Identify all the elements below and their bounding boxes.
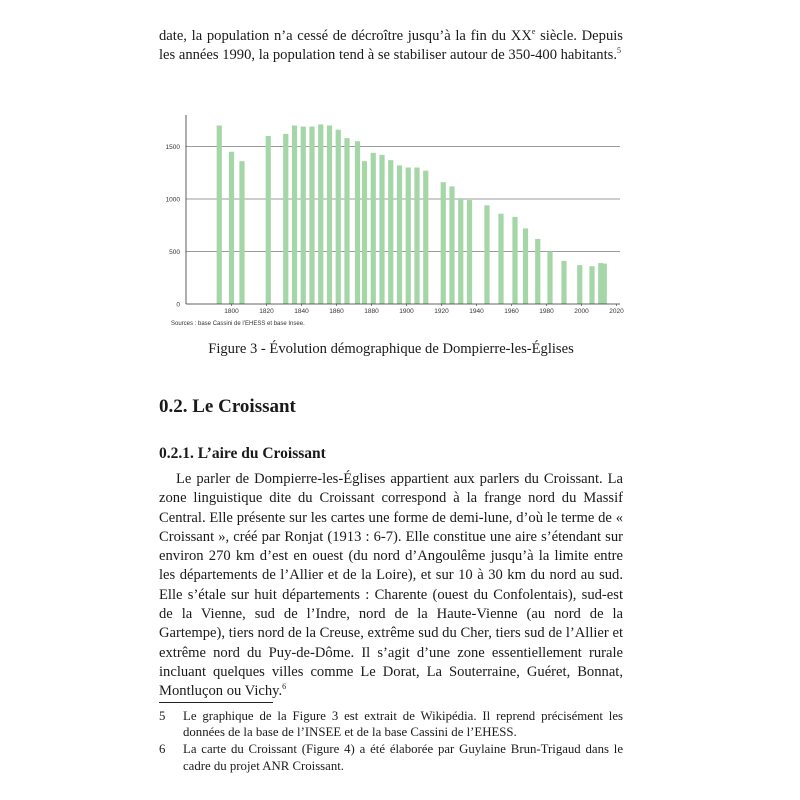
bar	[327, 126, 332, 305]
bar	[336, 130, 341, 304]
bar	[547, 252, 552, 305]
population-chart	[155, 108, 635, 334]
bar	[362, 161, 367, 304]
intro-text-start: date, la population n’a cessé de décroître jusqu’à la fin du XX	[159, 28, 532, 44]
chart-svg	[155, 108, 635, 334]
bar	[344, 138, 349, 304]
bar	[301, 127, 306, 304]
bar	[229, 152, 234, 304]
bar	[239, 161, 244, 304]
bar	[318, 124, 323, 304]
bar	[283, 134, 288, 304]
footnote-separator	[159, 702, 273, 703]
x-tick-label: 1820	[259, 308, 274, 315]
footnotes	[159, 708, 623, 775]
bar	[498, 214, 503, 304]
figure-caption: Figure 3 - Évolution démographique de Dompierre-les-Églises	[208, 341, 574, 357]
bar	[484, 205, 489, 304]
bar	[458, 199, 463, 304]
footnote-5	[159, 708, 623, 740]
x-tick-label: 1840	[294, 308, 309, 315]
x-tick-label: 2020	[609, 308, 624, 315]
footnote-number: 5	[159, 709, 166, 723]
footnote-text: La carte du Croissant (Figure 4) a été élaborée par Guylaine Brun-Trigaud dans le cadre du projet ANR Croissant.	[183, 742, 623, 773]
bar	[397, 165, 402, 304]
bar	[379, 155, 384, 304]
y-tick-label: 1500	[165, 144, 180, 151]
bar	[266, 136, 271, 304]
y-tick-label: 0	[176, 301, 180, 309]
section-title: 0.2. Le Croissant	[159, 396, 296, 417]
body-text	[159, 470, 623, 702]
bar	[512, 217, 517, 304]
body-text-content: Le parler de Dompierre-les-Églises appartient aux parlers du Croissant. La zone linguistique dite du Croissant correspond à la frange nord du Massif Central. Elle présente sur les cartes une forme de demi-lune, d’où le terme de « Croissant », créé par Ronjat (1913 : 6-7). Elle constitue une aire s’étendant sur environ 270 km d’est en ouest (du nord d’Angoulême jusqu’à la limite entre les départements de l’Allier et de la Loire), et sur 10 à 30 km du nord au sud. Elle s’étale sur huit départements : Charente (ouest du Confolentais), sud-est de la Vienne, sud de l’Indre, nord de la Haute-Vienne (au nord de la Gartempe), tiers nord de la Creuse, extrême sud du Cher, tiers sud de l’Allier et extrême nord du Puy-de-Dôme. Il s’agit d’une zone essentiellement rurale incluant quelques villes comme Le Dorat, La Souterraine, Guéret, Bonnat, Montluçon ou Vichy.	[159, 471, 623, 700]
century-superscript: e	[531, 27, 536, 37]
x-tick-label: 1800	[224, 308, 239, 315]
footnote-number: 6	[159, 742, 166, 757]
bar	[467, 200, 472, 304]
bar	[406, 168, 411, 305]
bar	[535, 239, 540, 304]
x-tick-label: 1960	[504, 308, 519, 315]
x-tick-label: 1860	[329, 308, 344, 315]
y-tick-label: 1000	[165, 196, 180, 204]
bar	[292, 126, 297, 305]
x-tick-label: 1880	[364, 308, 379, 315]
chart-source-note: Sources : base Cassini de l’EHESS et base Insee.	[171, 321, 305, 327]
bar	[441, 182, 446, 304]
x-tick-label: 1900	[399, 308, 414, 315]
footnote-ref-5: 5	[616, 46, 621, 56]
intro-text-end: siècle. Depuis les années 1990, la population tend à se stabiliser autour de 350-400 habitants.	[159, 28, 623, 63]
bar	[589, 266, 594, 304]
bar	[309, 127, 314, 304]
bar	[561, 261, 566, 304]
bar	[423, 171, 428, 304]
bar	[449, 186, 454, 304]
bar	[371, 153, 376, 304]
y-tick-label: 500	[169, 249, 180, 256]
intro-text	[159, 27, 623, 65]
bar	[523, 228, 528, 304]
bar	[414, 168, 419, 305]
bar	[355, 141, 360, 304]
subsection-title: 0.2.1. L’aire du Croissant	[159, 445, 326, 462]
footnote-text: Le graphique de la Figure 3 est extrait de Wikipédia. Il reprend précisément les données de la base de l’INSEE et de la base Cassini de l’EHESS.	[183, 709, 623, 740]
bar	[217, 126, 222, 305]
bar	[577, 265, 582, 304]
x-tick-label: 1920	[434, 308, 449, 315]
x-tick-label: 1980	[539, 308, 554, 315]
footnote-6	[159, 741, 623, 773]
body-paragraph	[159, 470, 623, 702]
footnote-ref-6: 6	[282, 682, 287, 692]
bar	[388, 160, 393, 304]
x-tick-label: 1940	[469, 308, 484, 315]
bar	[602, 264, 607, 304]
intro-paragraph	[159, 27, 623, 65]
x-tick-label: 2000	[574, 308, 589, 315]
